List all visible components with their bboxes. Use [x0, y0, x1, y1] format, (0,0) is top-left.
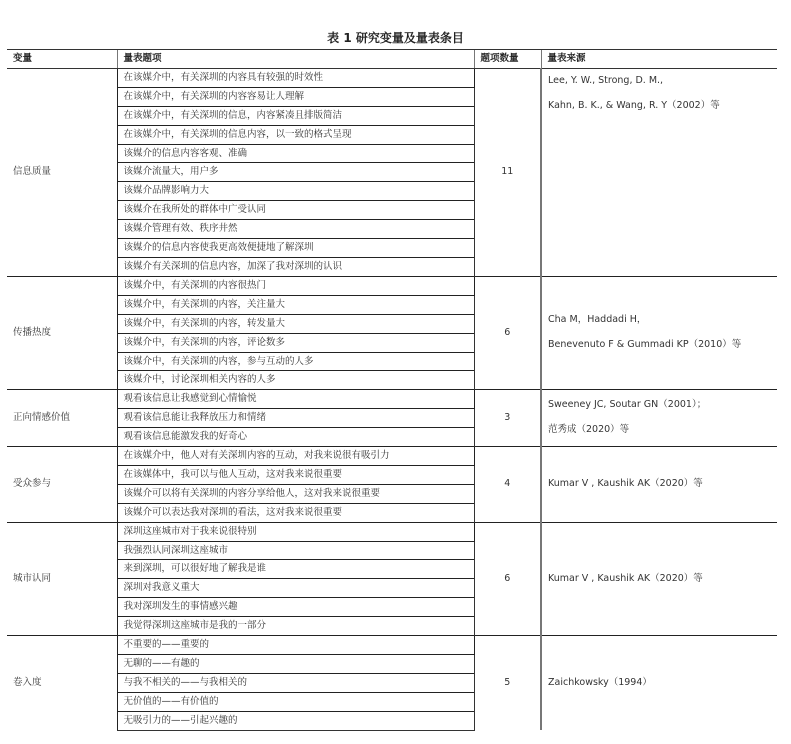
item-cell: 该媒介中，有关深圳的内容，关注量大 — [117, 295, 474, 314]
item-cell: 该媒介中，讨论深圳相关内容的人多 — [117, 371, 474, 390]
item-cell: 深圳对我意义重大 — [117, 579, 474, 598]
item-cell: 该媒介的信息内容客观、准确 — [117, 144, 474, 163]
source-cell — [541, 68, 777, 276]
item-cell: 在该媒介中，有关深圳的信息，内容紧凑且排版简洁 — [117, 106, 474, 125]
item-count-cell: 11 — [474, 68, 541, 276]
item-cell: 该媒介品牌影响力大 — [117, 182, 474, 201]
item-cell: 深圳这座城市对于我来说很特别 — [117, 522, 474, 541]
item-count-cell: 5 — [474, 636, 541, 731]
item-cell: 该媒介流量大，用户多 — [117, 163, 474, 182]
item-count-cell: 6 — [474, 276, 541, 389]
item-cell: 我觉得深圳这座城市是我的一部分 — [117, 617, 474, 636]
header-items: 量表题项 — [117, 50, 474, 69]
header-variable: 变量 — [7, 50, 117, 69]
item-cell: 观看该信息能激发我的好奇心 — [117, 428, 474, 447]
table-header-row — [7, 50, 777, 69]
item-cell: 该媒介可以表达我对深圳的看法，这对我来说很重要 — [117, 503, 474, 522]
source-cell — [541, 276, 777, 389]
source-line: Kumar V , Kaushik AK（2020）等 — [548, 572, 703, 584]
item-count-cell: 6 — [474, 522, 541, 635]
table-row — [7, 68, 777, 87]
item-cell: 我强烈认同深圳这座城市 — [117, 541, 474, 560]
item-cell: 在该媒介中，有关深圳的内容容易让人理解 — [117, 87, 474, 106]
item-cell: 无聊的——有趣的 — [117, 655, 474, 674]
table-row — [7, 522, 777, 541]
item-cell: 与我不相关的——与我相关的 — [117, 673, 474, 692]
table-row — [7, 390, 777, 409]
item-cell: 该媒介管理有效、秩序井然 — [117, 220, 474, 239]
item-cell: 该媒介可以将有关深圳的内容分享给他人，这对我来说很重要 — [117, 484, 474, 503]
item-cell: 该媒介中，有关深圳的内容，评论数多 — [117, 333, 474, 352]
header-source: 量表来源 — [541, 50, 777, 69]
item-cell: 在该媒体中，我可以与他人互动，这对我来说很重要 — [117, 465, 474, 484]
item-cell: 该媒介的信息内容使我更高效便捷地了解深圳 — [117, 239, 474, 258]
item-cell: 该媒介有关深圳的信息内容，加深了我对深圳的认识 — [117, 257, 474, 276]
item-cell: 该媒介中，有关深圳的内容很热门 — [117, 276, 474, 295]
source-line: Benevenuto F & Gummadi KP（2010）等 — [548, 339, 742, 351]
source-cell — [541, 447, 777, 523]
table-row — [7, 447, 777, 466]
source-line: Sweeney JC, Soutar GN（2001）； — [548, 399, 707, 411]
source-line: 范秀成（2020）等 — [548, 424, 630, 436]
variable-cell: 传播热度 — [7, 276, 117, 389]
table-row — [7, 636, 777, 655]
variable-cell: 信息质量 — [7, 68, 117, 276]
item-cell: 无价值的——有价值的 — [117, 692, 474, 711]
item-cell: 无吸引力的——引起兴趣的 — [117, 711, 474, 730]
variable-cell: 卷入度 — [7, 636, 117, 731]
item-cell: 观看该信息让我感觉到心情愉悦 — [117, 390, 474, 409]
item-cell: 该媒介中，有关深圳的内容，参与互动的人多 — [117, 352, 474, 371]
source-line: Kahn, B. K., & Wang, R. Y（2002）等 — [548, 99, 720, 111]
item-cell: 观看该信息能让我释放压力和情绪 — [117, 409, 474, 428]
source-cell — [541, 390, 777, 447]
item-cell: 该媒介中，有关深圳的内容，转发量大 — [117, 314, 474, 333]
variables-table — [7, 49, 777, 731]
source-line: Zaichkowsky（1994） — [548, 676, 652, 688]
source-line: Cha M，Haddadi H， — [548, 314, 647, 326]
source-line: Lee, Y. W., Strong, D. M., — [548, 74, 664, 86]
item-count-cell: 3 — [474, 390, 541, 447]
item-count-cell: 4 — [474, 447, 541, 523]
item-cell: 来到深圳，可以很好地了解我是谁 — [117, 560, 474, 579]
item-cell: 我对深圳发生的事情感兴趣 — [117, 598, 474, 617]
item-cell: 在该媒介中，有关深圳的信息内容，以一致的格式呈现 — [117, 125, 474, 144]
table-title: 表 1 研究变量及量表条目 — [327, 31, 464, 45]
variable-cell: 正向情感价值 — [7, 390, 117, 447]
source-line: Kumar V , Kaushik AK（2020）等 — [548, 478, 703, 489]
item-cell: 在该媒介中，他人对有关深圳内容的互动，对我来说很有吸引力 — [117, 447, 474, 466]
source-cell — [541, 636, 777, 731]
item-cell: 该媒介在我所处的群体中广受认同 — [117, 201, 474, 220]
source-cell — [541, 522, 777, 635]
variable-cell: 受众参与 — [7, 447, 117, 523]
header-count: 题项数量 — [474, 50, 541, 69]
item-cell: 不重要的——重要的 — [117, 636, 474, 655]
item-cell: 在该媒介中，有关深圳的内容具有较强的时效性 — [117, 68, 474, 87]
variable-cell: 城市认同 — [7, 522, 117, 635]
table-row — [7, 276, 777, 295]
